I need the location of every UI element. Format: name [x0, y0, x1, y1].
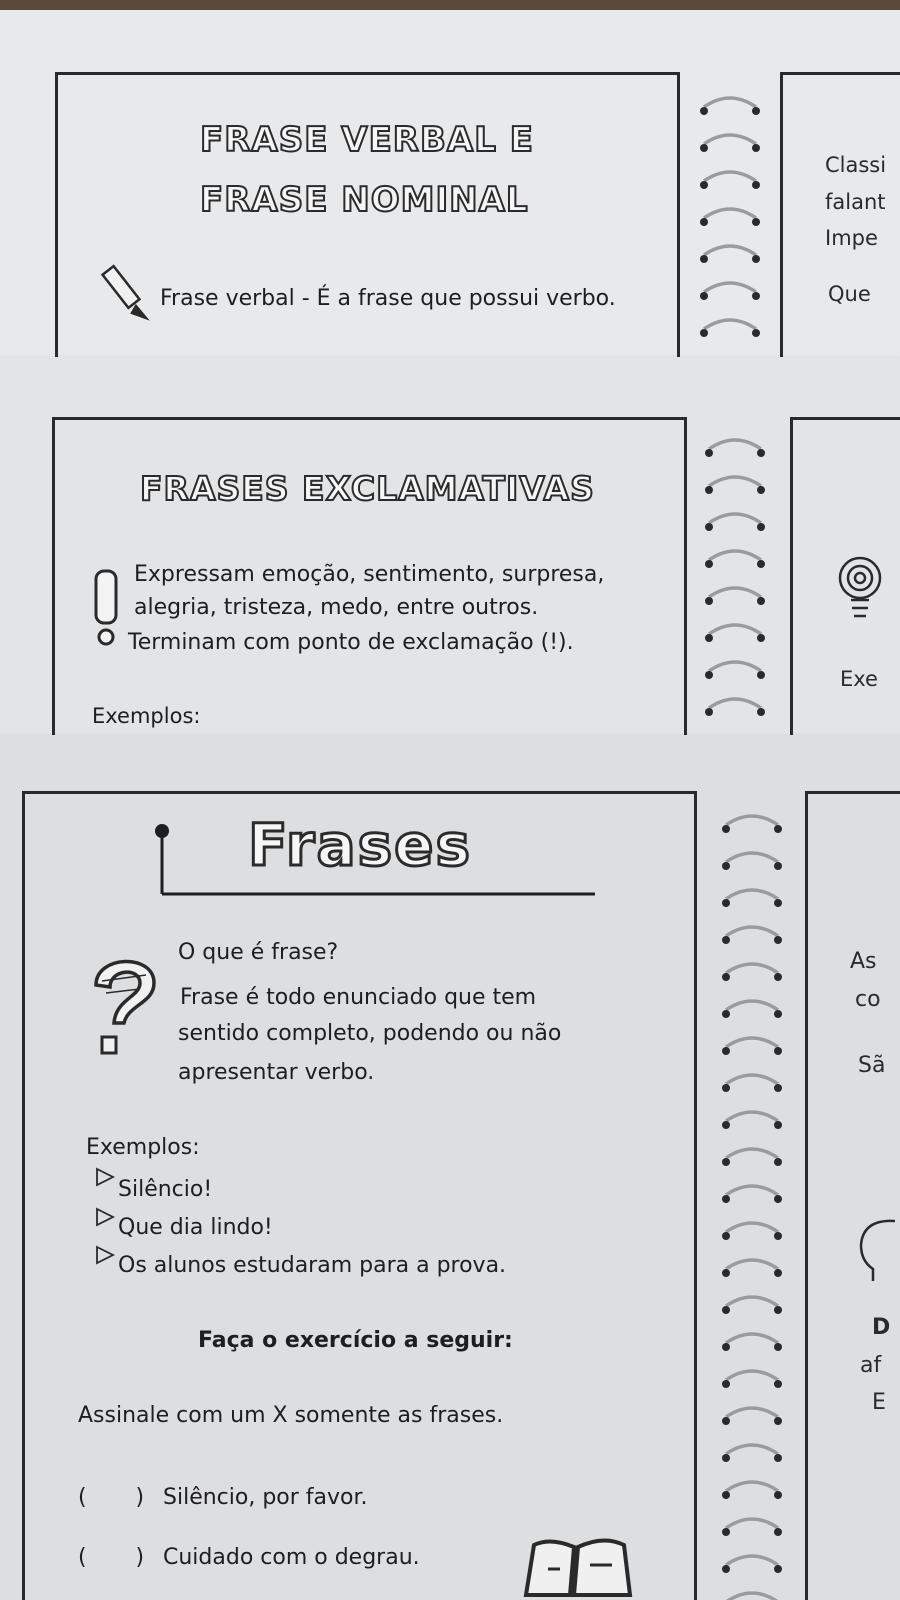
exercise-instruction: Assinale com um X somente as frases. — [78, 1403, 504, 1428]
spiral-ring — [722, 1593, 782, 1600]
right-text-as: As — [850, 949, 877, 974]
card-frame-top-right — [780, 72, 900, 357]
spiral-ring — [705, 588, 765, 605]
exercise-heading: Faça o exercício a seguir: — [198, 1328, 513, 1353]
spiral-ring — [722, 1223, 782, 1240]
checkbox-paren-1[interactable]: ( ) — [78, 1485, 145, 1510]
right-text-exe: Exe — [840, 667, 878, 691]
exclamativas-line-3: Terminam com ponto de exclamação (!). — [128, 630, 574, 655]
spiral-binding-top — [690, 85, 770, 357]
spiral-ring — [722, 1001, 782, 1018]
example-3: Os alunos estudaram para a prova. — [118, 1253, 507, 1278]
pencil-icon — [100, 260, 155, 322]
head-outline-icon — [855, 1215, 900, 1285]
spiral-binding-bottom — [712, 803, 797, 1600]
exercise-item-1: Silêncio, por favor. — [163, 1485, 368, 1510]
worksheet-middle — [0, 357, 900, 735]
spiral-ring — [722, 1186, 782, 1203]
spiral-ring — [722, 927, 782, 944]
right-text-co: co — [855, 987, 881, 1012]
question-text: O que é frase? — [178, 940, 339, 965]
book-icon — [520, 1525, 640, 1600]
spiral-ring — [722, 890, 782, 907]
spiral-ring — [700, 283, 760, 300]
exclamation-icon — [88, 567, 126, 649]
right-text-1: Classi — [825, 153, 887, 177]
title-frase-nominal: FRASE NOMINAL — [200, 180, 529, 220]
question-mark-icon — [88, 945, 163, 1060]
definition-line-1: Frase é todo enunciado que tem — [180, 985, 537, 1010]
spiral-ring — [722, 1445, 782, 1462]
example-1: Silêncio! — [118, 1177, 213, 1202]
spiral-ring — [722, 1149, 782, 1166]
page-title-frases: Frases — [248, 811, 473, 879]
right-text-d: D — [872, 1315, 891, 1340]
spiral-ring — [700, 320, 760, 337]
right-text-2: falant — [825, 190, 886, 214]
card-frame-bottom-right — [805, 791, 900, 1600]
definition-line-2: sentido completo, podendo ou não — [178, 1021, 562, 1046]
exclamativas-line-1: Expressam emoção, sentimento, surpresa, — [134, 562, 605, 587]
spiral-ring — [705, 699, 765, 716]
frase-verbal-definition: Frase verbal - É a frase que possui verbo. — [160, 286, 616, 311]
worksheet-top — [0, 0, 900, 357]
triangle-bullet-icon — [95, 1167, 115, 1187]
spiral-ring — [700, 98, 760, 115]
spiral-ring — [705, 662, 765, 679]
spiral-ring — [700, 209, 760, 226]
triangle-bullet-icon — [95, 1207, 115, 1227]
right-text-e: E — [872, 1390, 886, 1415]
spiral-ring — [700, 246, 760, 263]
spiral-ring — [722, 1334, 782, 1351]
spiral-ring — [722, 1297, 782, 1314]
spiral-ring — [722, 1556, 782, 1573]
spiral-ring — [700, 135, 760, 152]
spiral-ring — [705, 551, 765, 568]
checkbox-paren-2[interactable]: ( ) — [78, 1545, 145, 1570]
spiral-ring — [722, 1519, 782, 1536]
spiral-ring — [700, 172, 760, 189]
spiral-ring — [722, 1260, 782, 1277]
spiral-ring — [705, 477, 765, 494]
right-text-4: Que — [828, 282, 871, 306]
spiral-ring — [705, 440, 765, 457]
spiral-ring — [722, 1482, 782, 1499]
title-frase-verbal: FRASE VERBAL E — [200, 120, 534, 160]
spiral-ring — [722, 853, 782, 870]
right-text-sa: Sã — [858, 1053, 886, 1078]
spiral-ring — [722, 1112, 782, 1129]
spiral-binding-middle — [695, 427, 775, 727]
exclamativas-line-2: alegria, tristeza, medo, entre outros. — [134, 595, 539, 620]
worksheet-bottom — [0, 735, 900, 1600]
exclamativas-examples-label: Exemplos: — [92, 704, 201, 728]
spiral-ring — [722, 964, 782, 981]
spiral-ring — [705, 514, 765, 531]
spiral-ring — [722, 816, 782, 833]
example-2: Que dia lindo! — [118, 1215, 273, 1240]
spiral-ring — [722, 1408, 782, 1425]
spiral-ring — [722, 1371, 782, 1388]
right-text-af: af — [860, 1353, 882, 1378]
right-text-3: Impe — [825, 226, 878, 250]
target-bulb-icon — [835, 552, 885, 632]
spiral-ring — [722, 1075, 782, 1092]
spiral-ring — [705, 625, 765, 642]
triangle-bullet-icon — [95, 1245, 115, 1265]
spiral-ring — [722, 1038, 782, 1055]
exercise-item-2: Cuidado com o degrau. — [163, 1545, 420, 1570]
definition-line-3: apresentar verbo. — [178, 1060, 375, 1085]
title-frases-exclamativas: FRASES EXCLAMATIVAS — [140, 469, 595, 508]
examples-label: Exemplos: — [86, 1135, 200, 1160]
